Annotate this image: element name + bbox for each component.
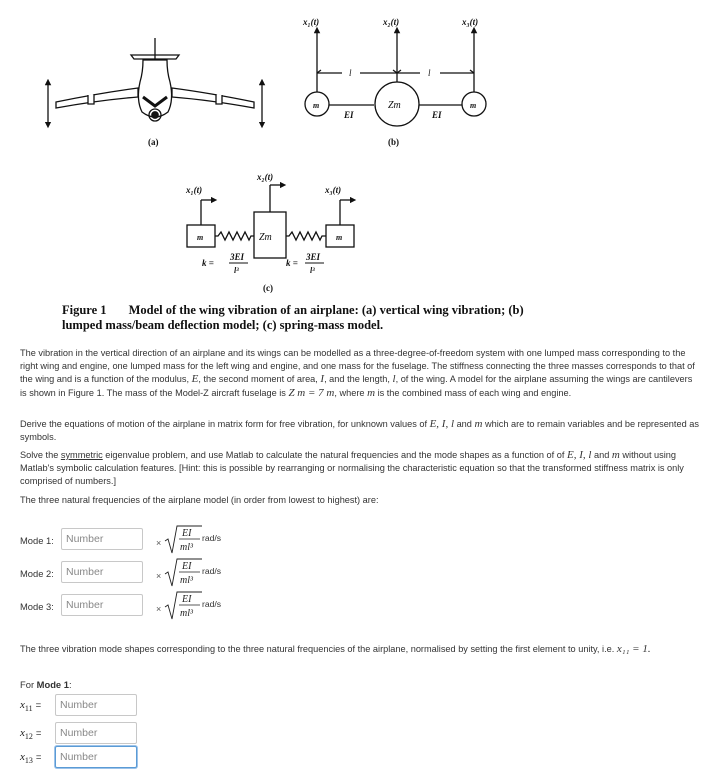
label-x1-c: x₁(t) [186,185,203,195]
figure-caption-text: Model of the wing vibration of an airplane: (a) vertical wing vibration; (b) lumped mass/beam deflection model; (c) spring-mass model. [62,303,524,332]
mode-1-label: Mode 1: [20,535,54,546]
question-paragraph-2: Derive the equations of motion of the airplane in matrix form for free vibration, for unknown values of E, I, l and m which are to remain variables and be represented as symbols. [20,418,699,443]
label-x2-c: x₂(t) [257,172,274,182]
fuselage-mass-equation: Z m = 7 m [288,386,335,399]
times-sign-3: × [156,604,162,614]
spring-stiffness-right [286,252,324,275]
label-m-left-c: m [197,233,204,242]
times-sign-2: × [156,571,162,581]
rad-per-s-unit-2: rad/s [202,566,222,576]
label-x3-c: x₃(t) [325,185,342,195]
label-x3-b: x₃(t) [462,17,479,27]
wing-vibration-figure [0,0,714,340]
label-zm-c: Zm [259,232,272,243]
rad-per-s-unit-3: rad/s [202,599,222,609]
panel-c-label: (c) [263,283,273,293]
times-sign-1: × [156,538,162,548]
question-paragraph-3: Solve the symmetric eigenvalue problem, and use Matlab to calculate the natural frequencies and the mode shapes as a function of of E, I, l and m without using Matlab's symbolic calculation features. [Hint: this is possible by rearranging or normalising the characteristic equation so that the transformed stiffness matrix is only comprised of numbers.] [20,449,684,487]
x11-input[interactable] [55,694,137,716]
k-numerator-right: 3EI [306,252,321,262]
normalisation-equation: x₁₁ = 1. [616,643,651,655]
sqrt-ei-ml3-2 [164,557,204,589]
label-x2-b: x₂(t) [383,17,400,27]
spring-stiffness-left [202,252,248,275]
mode-shapes-paragraph: The three vibration mode shapes corresponding to the three natural frequencies of the airplane, normalised by setting the first element to unity, i.e. x₁₁ = 1. [20,643,651,655]
x13-label: $x_{13}$ = [20,751,42,766]
mode-1-frequency-input[interactable] [61,528,143,550]
label-m-right-b: m [470,101,477,110]
label-l-left: l [349,68,352,78]
spring-mass-drawing [187,185,354,258]
sqrt-ei-ml3-1 [164,524,204,556]
x13-input[interactable] [55,746,137,768]
mode-2-label: Mode 2: [20,568,54,579]
sqrt-numerator-3: EI [182,594,192,605]
k-denominator-left: l³ [234,266,239,275]
sqrt-numerator-1: EI [182,528,192,539]
figure-caption [62,303,562,333]
k-numerator-left: 3EI [230,252,245,262]
symmetric-link[interactable]: symmetric [60,450,103,460]
label-x1-b: x₁(t) [303,17,320,27]
x12-input[interactable] [55,722,137,744]
rad-per-s-unit-1: rad/s [202,533,222,543]
panel-a-label: (a) [148,137,159,147]
label-m-right-c: m [336,233,343,242]
lumped-mass-beam-drawing [305,30,486,126]
k-denominator-right: l³ [310,266,315,275]
panel-b-label: (b) [388,137,399,147]
sqrt-denominator-1: ml³ [180,542,193,553]
label-ei-left: EI [344,110,354,120]
mode-3-label: Mode 3: [20,601,54,612]
sqrt-numerator-2: EI [182,561,192,572]
x11-label: $x_{11}$ = [20,699,42,714]
label-ei-right: EI [432,110,442,120]
sqrt-ei-ml3-3 [164,590,204,622]
mode-3-frequency-input[interactable] [61,594,143,616]
mode-1-shapes-heading: For Mode 1: [20,679,72,690]
label-l-right: l [428,68,431,78]
sqrt-denominator-2: ml³ [180,575,193,586]
k-prefix-right: k = [286,258,298,268]
k-prefix-left: k = [202,258,214,268]
question-paragraph-1: The vibration in the vertical direction of an airplane and its wings can be modelled as a three-degree-of-freedom system with one lumped mass corresponding to the right wing and engine, one lumped mass for the left wing and engine, and one mass for the fuselage. The stiffness connecting the three masses corresponds to that of the wing and is a function of the modulus, E, the second moment of area, I, and the length, l, of the wing. A model for the airplane assuming the wings are cantilevers is shown in Figure 1. The mass of the Model-Z aircraft fuselage is Z m = 7 m, where m is the combined mass of each wing and engine. [20,348,695,399]
label-zm-b: Zm [388,100,401,111]
x12-label: $x_{12}$ = [20,727,42,742]
question-paragraph-4: The three natural frequencies of the airplane model (in order from lowest to highest) are: [20,495,379,505]
sqrt-denominator-3: ml³ [180,608,193,619]
mode-2-frequency-input[interactable] [61,561,143,583]
figure-caption-label: Figure 1 [62,303,107,317]
airplane-front-view-drawing [48,38,262,125]
label-m-left-b: m [313,101,320,110]
